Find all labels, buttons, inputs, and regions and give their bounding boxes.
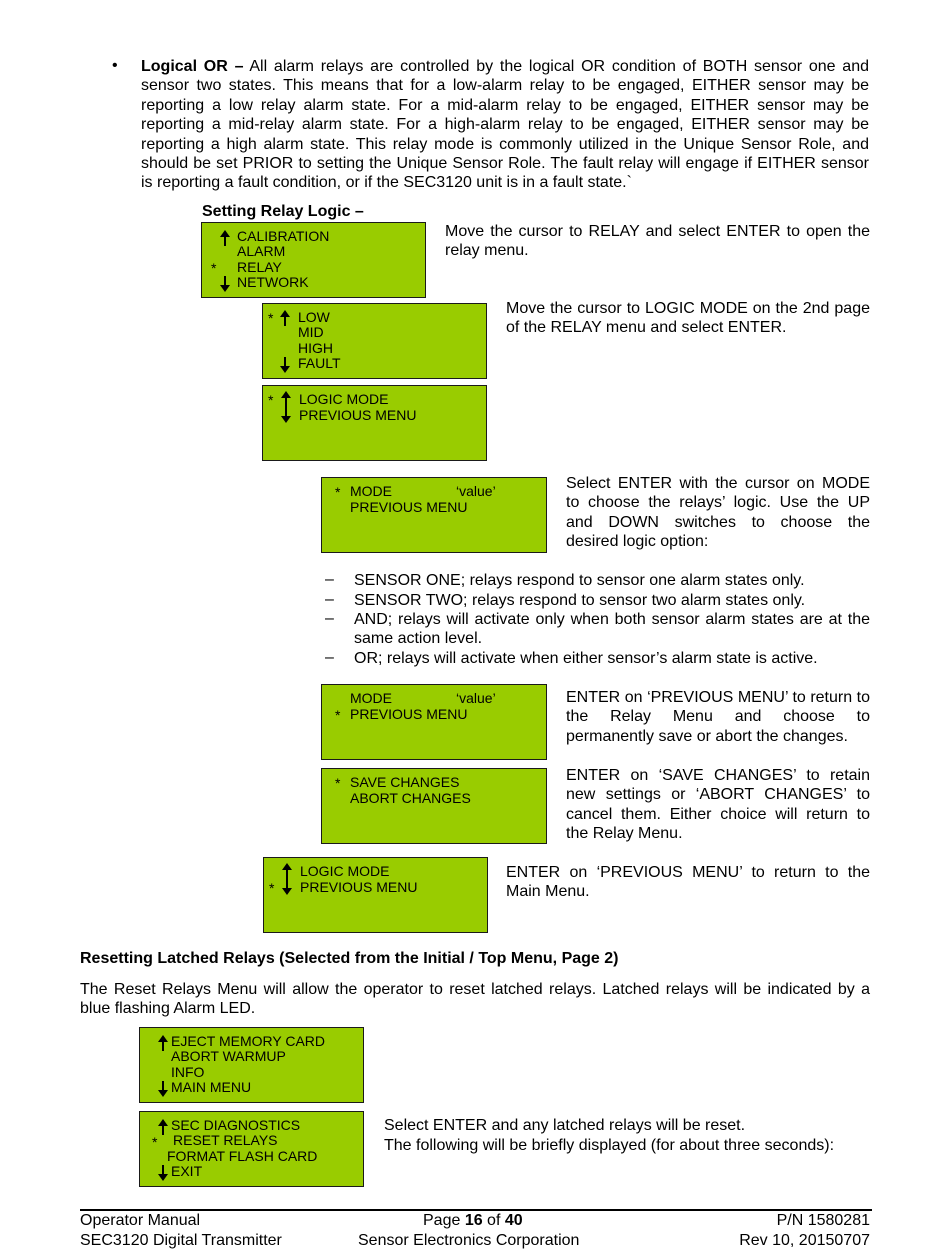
option-text: SENSOR TWO; relays respond to sensor two alarm states only. [354, 592, 806, 609]
cursor-star: * [268, 392, 274, 408]
cursor-star: * [268, 310, 274, 326]
lcd-value: ‘value’ [456, 690, 496, 706]
option-sensor-two [325, 591, 870, 611]
lcd-row: PREVIOUS MENU [299, 407, 417, 423]
reset-relays-paragraph: The Reset Relays Menu will allow the operator to reset latched relays. Latched relays will be indicated by a blue flashing Alarm LED. [80, 981, 870, 1018]
option-text: SENSOR ONE; relays respond to sensor one alarm states only. [354, 572, 805, 589]
lcd-row: CALIBRATION [237, 228, 330, 244]
lcd-row: LOGIC MODE [300, 863, 390, 879]
lcd-screen-logic-previous [263, 857, 488, 933]
instruction-5: ENTER on ‘SAVE CHANGES’ to retain new settings or ‘ABORT CHANGES’ to cancel them. Either choice will return to the Relay Menu. [566, 767, 870, 843]
logical-or-paragraph [141, 57, 869, 193]
footer-company: Sensor Electronics Corporation [358, 1232, 580, 1249]
instruction-7a: Select ENTER and any latched relays will be reset. [384, 1117, 746, 1134]
up-arrow-icon [220, 230, 230, 246]
lcd-screen-save-abort [321, 768, 547, 844]
dash: – [325, 610, 334, 627]
logical-or-term: Logical OR – [141, 58, 244, 75]
down-arrow-icon [281, 407, 291, 423]
dash: – [325, 649, 334, 666]
instruction-7b: The following will be briefly displayed (for about three seconds): [384, 1137, 835, 1154]
lcd-row: MODE [350, 690, 392, 706]
lcd-screen-main-menu [201, 222, 426, 298]
lcd-row: INFO [171, 1064, 205, 1080]
logical-or-text: All alarm relays are controlled by the logical OR condition of BOTH sensor one and sensor two states. This means that for a low-alarm relay to be engaged, EITHER sensor may be reporting a low relay alarm state. For a mid-alarm relay to be engaged, EITHER sensor may be reporting a mid-relay alarm state. For a high-alarm relay to be engaged, EITHER sensor may be reporting a high alarm state. This relay mode is commonly utilized in the Unique Sensor Role, and should be set PRIOR to setting the Unique Sensor Role. The fault relay will engage if EITHER sensor is reporting a fault condition, or if the SEC3120 unit is in a fault state.` [141, 58, 870, 192]
lcd-row: NETWORK [237, 274, 309, 290]
option-and [325, 610, 870, 650]
resetting-latched-relays-heading: Resetting Latched Relays (Selected from the Initial / Top Menu, Page 2) [80, 950, 619, 967]
lcd-screen-mode-select [321, 477, 547, 553]
dash: – [325, 591, 334, 608]
up-arrow-icon [158, 1119, 168, 1135]
lcd-row: FAULT [298, 355, 341, 371]
page-total: 40 [504, 1212, 523, 1229]
footer-rule [80, 1209, 872, 1211]
option-text: OR; relays will activate when either sensor’s alarm state is active. [354, 650, 818, 667]
lcd-row: SEC DIAGNOSTICS [171, 1117, 301, 1133]
lcd-row: ALARM [237, 243, 286, 259]
cursor-star: * [152, 1134, 158, 1150]
footer-product: SEC3120 Digital Transmitter [80, 1232, 282, 1249]
footer-part-number: P/N 1580281 [776, 1212, 870, 1229]
page-current: 16 [464, 1212, 483, 1229]
lcd-screen-relay-page-1 [262, 303, 487, 379]
lcd-row: LOW [298, 309, 330, 325]
cursor-star: * [335, 775, 341, 791]
page-of: of [482, 1212, 505, 1229]
instruction-4: ENTER on ‘PREVIOUS MENU’ to return to the Relay Menu and choose to permanently save or abort the changes. [566, 689, 870, 745]
footer-revision: Rev 10, 20150707 [739, 1232, 870, 1249]
instruction-1: Move the cursor to RELAY and select ENTER to open the relay menu. [445, 223, 870, 260]
lcd-screen-relay-page-2 [262, 385, 487, 461]
lcd-row: ABORT CHANGES [350, 790, 471, 806]
option-text: AND; relays will activate only when both sensor alarm states are at the same action level. [354, 611, 870, 648]
bullet-dot: • [112, 57, 118, 74]
lcd-screen-mode-previous [321, 684, 547, 760]
lcd-screen-top-menu-page-2a [139, 1027, 364, 1103]
lcd-value: ‘value’ [456, 483, 496, 499]
instruction-2: Move the cursor to LOGIC MODE on the 2nd page of the RELAY menu and select ENTER. [506, 300, 870, 337]
instruction-6: ENTER on ‘PREVIOUS MENU’ to return to the Main Menu. [506, 864, 870, 901]
cursor-star: * [211, 260, 217, 276]
lcd-row: MID [298, 324, 324, 340]
footer-page-number [423, 1212, 523, 1230]
lcd-row: EXIT [171, 1163, 203, 1179]
lcd-row: ABORT WARMUP [171, 1048, 286, 1064]
dash: – [325, 571, 334, 588]
down-arrow-icon [158, 1165, 168, 1181]
lcd-row: EJECT MEMORY CARD [171, 1033, 326, 1049]
lcd-row: PREVIOUS MENU [350, 706, 468, 722]
up-arrow-icon [280, 310, 290, 326]
option-sensor-one [325, 571, 870, 591]
lcd-row: MODE [350, 483, 392, 499]
cursor-star: * [269, 880, 275, 896]
up-arrow-icon [282, 863, 292, 879]
instruction-3: Select ENTER with the cursor on MODE to choose the relays’ logic. Use the UP and DOWN switches to choose the desired logic option: [566, 475, 870, 551]
setting-relay-logic-heading: Setting Relay Logic – [202, 203, 364, 220]
lcd-row: HIGH [298, 340, 333, 356]
footer-manual: Operator Manual [80, 1212, 201, 1229]
lcd-screen-top-menu-page-2b [139, 1111, 364, 1187]
lcd-row: RELAY [237, 259, 282, 275]
lcd-row: RESET RELAYS [173, 1132, 278, 1148]
down-arrow-icon [282, 879, 292, 895]
down-arrow-icon [158, 1081, 168, 1097]
lcd-row: PREVIOUS MENU [300, 879, 418, 895]
lcd-row: PREVIOUS MENU [350, 499, 468, 515]
lcd-row: LOGIC MODE [299, 391, 389, 407]
option-or [325, 649, 870, 669]
up-arrow-icon [281, 391, 291, 407]
lcd-row: SAVE CHANGES [350, 774, 460, 790]
down-arrow-icon [280, 357, 290, 373]
cursor-star: * [335, 484, 341, 500]
down-arrow-icon [220, 276, 230, 292]
lcd-row: FORMAT FLASH CARD [167, 1148, 318, 1164]
cursor-star: * [335, 707, 341, 723]
lcd-row: MAIN MENU [171, 1079, 252, 1095]
page-prefix: Page [423, 1212, 465, 1229]
up-arrow-icon [158, 1035, 168, 1051]
